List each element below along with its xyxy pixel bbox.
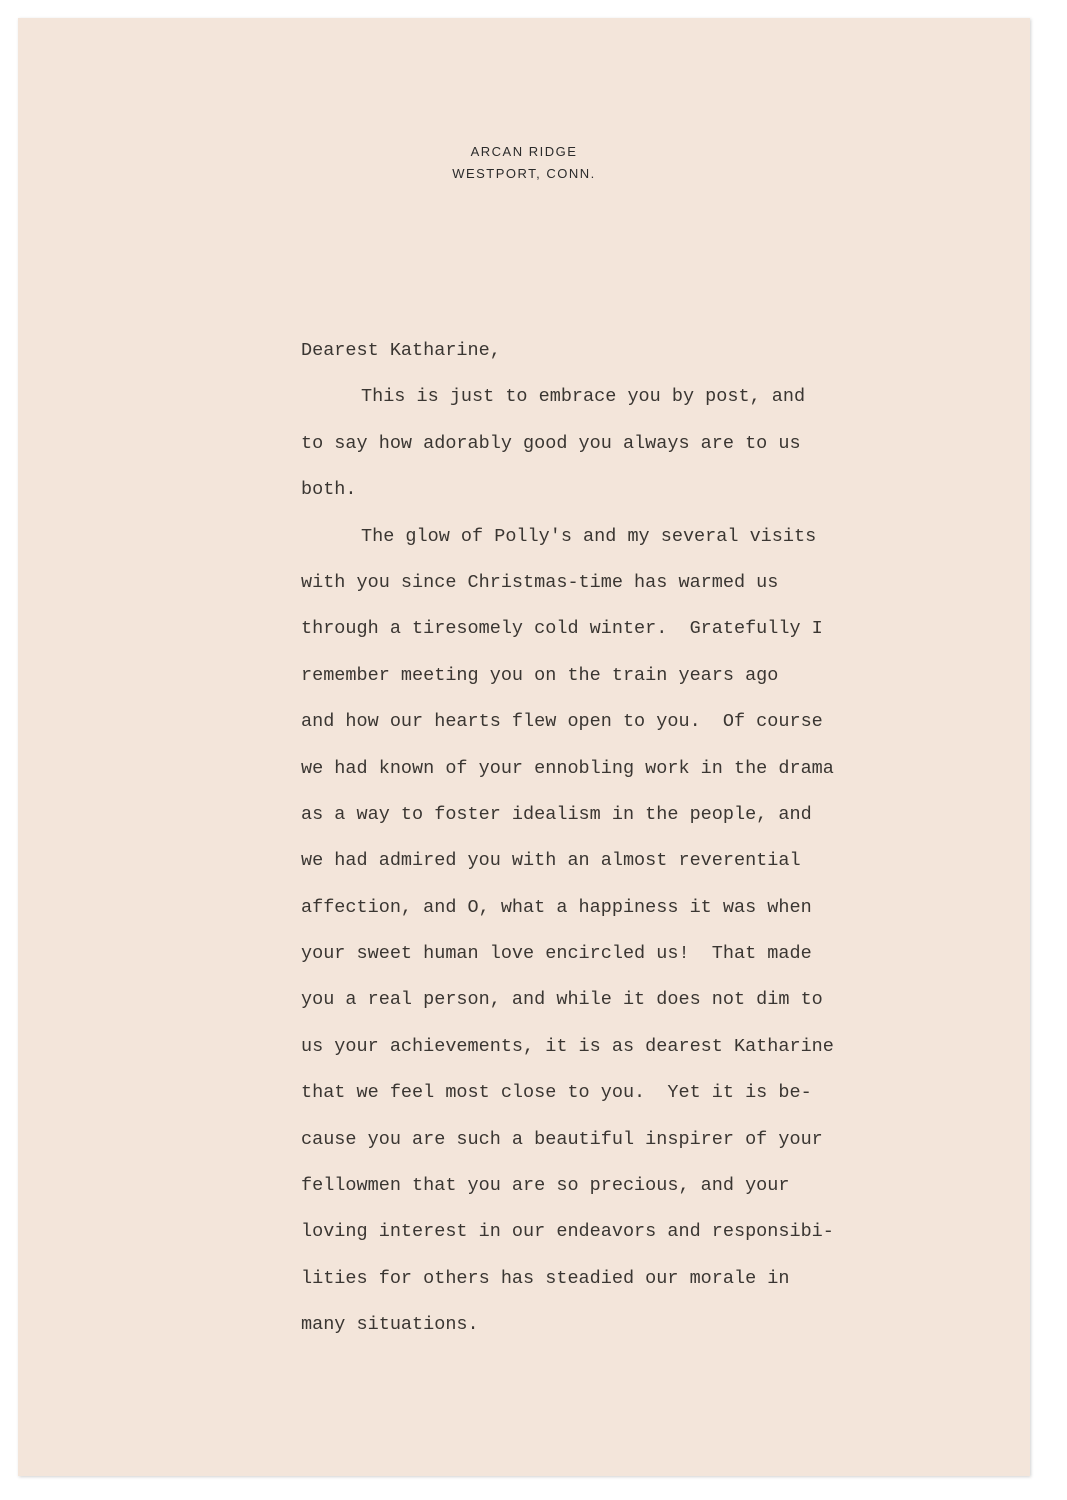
paragraph-2-line: your sweet human love encircled us! That made [301, 943, 812, 965]
paragraph-2-line: fellowmen that you are so precious, and your [301, 1175, 790, 1197]
letter-page [18, 18, 1030, 1476]
paragraph-2-line: you a real person, and while it does not dim to [301, 989, 823, 1011]
paragraph-2-line: through a tiresomely cold winter. Gratefully I [301, 618, 823, 640]
letter-body [301, 328, 921, 1349]
paragraph-1-line: This is just to embrace you by post, and [361, 386, 806, 408]
letterhead-line-1: ARCAN RIDGE [470, 144, 578, 159]
paragraph-2-line: as a way to foster idealism in the people, and [301, 803, 812, 825]
paragraph-2-line: many situations. [301, 1314, 479, 1336]
paragraph-2-line: The glow of Polly's and my several visits [361, 525, 817, 547]
paragraph-2-line: loving interest in our endeavors and responsibi- [301, 1221, 834, 1243]
paragraph-2-line: us your achievements, it is as dearest Katharine [301, 1035, 834, 1057]
paragraph-2-line: cause you are such a beautiful inspirer of your [301, 1128, 823, 1150]
paragraph-2-line: we had known of your ennobling work in the drama [301, 757, 834, 779]
paragraph-2-line: remember meeting you on the train years ago [301, 664, 779, 686]
letterhead-line-2: WESTPORT, CONN. [452, 166, 596, 181]
paragraph-2-line: we had admired you with an almost reverential [301, 850, 801, 872]
salutation: Dearest Katharine, [301, 340, 501, 361]
paragraph-2-line: that we feel most close to you. Yet it is be- [301, 1082, 812, 1104]
paragraph-2-line: and how our hearts flew open to you. Of course [301, 711, 823, 733]
paragraph-1-line: to say how adorably good you always are to us [301, 432, 801, 454]
paragraph-2-line: lities for others has steadied our morale in [301, 1267, 790, 1289]
paragraph-2-line: with you since Christmas-time has warmed us [301, 571, 779, 593]
paragraph-1-line: both. [301, 479, 357, 501]
paragraph-2-line: affection, and O, what a happiness it was when [301, 896, 812, 918]
